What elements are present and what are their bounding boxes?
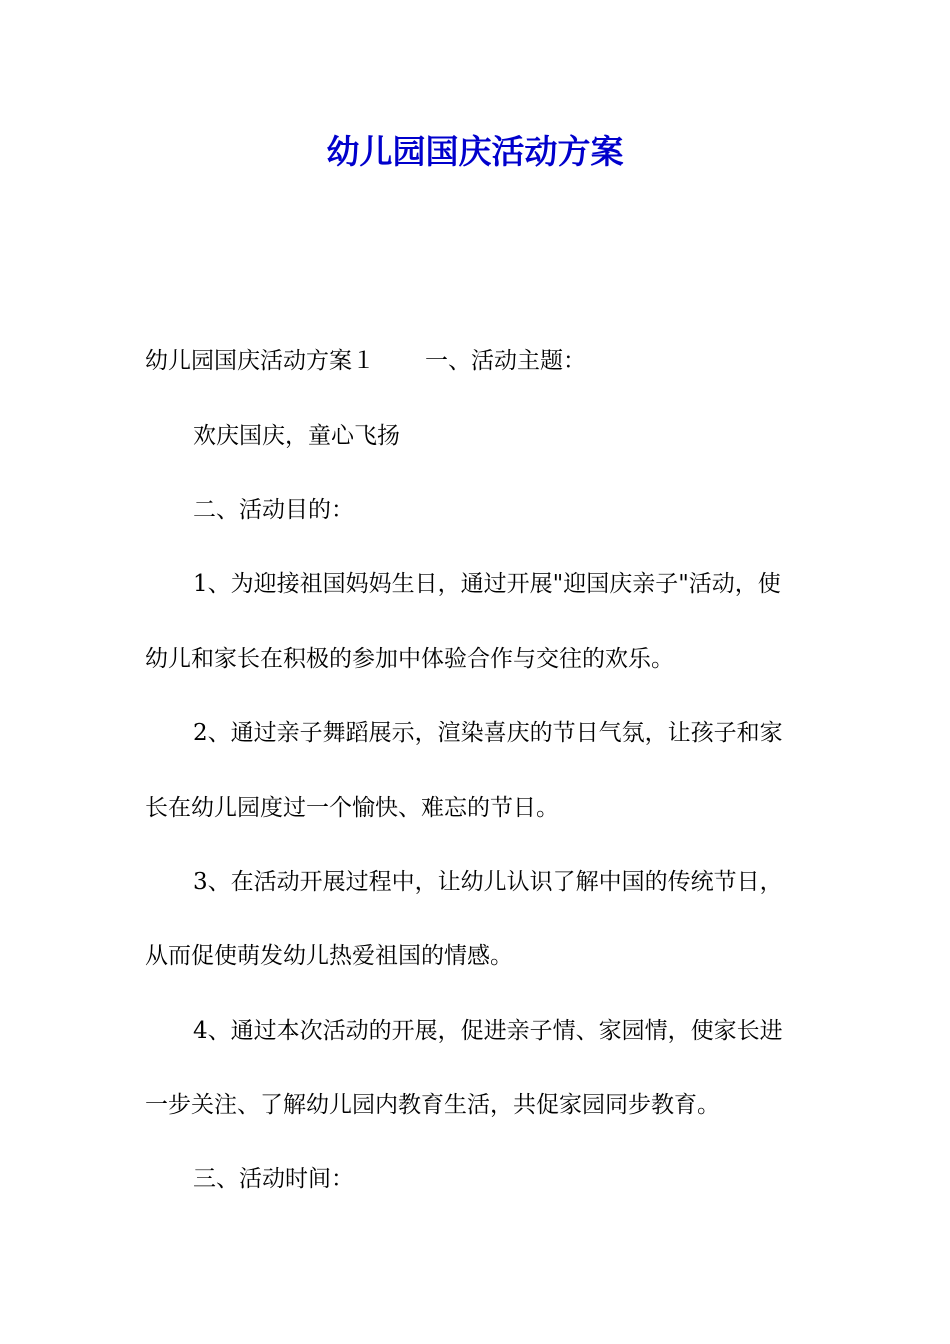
section2-heading: 二、活动目的： [193, 497, 354, 523]
document-title: 幼儿园国庆活动方案 [326, 132, 624, 171]
section3-heading: 三、活动时间： [193, 1166, 354, 1192]
goal3-line2: 从而促使萌发幼儿热爱祖国的情感。 [145, 943, 513, 969]
plan-heading: 幼儿园国庆活动方案１ [145, 348, 375, 374]
goal4-line1: 4、通过本次活动的开展，促进亲子情、家园情，使家长进 [193, 1018, 783, 1044]
goal2-line2: 长在幼儿园度过一个愉快、难忘的节日。 [145, 795, 559, 821]
goal2-line1: 2、通过亲子舞蹈展示，渲染喜庆的节日气氛，让孩子和家 [193, 720, 783, 746]
goal1-line2: 幼儿和家长在积极的参加中体验合作与交往的欢乐。 [145, 646, 674, 672]
goal1-line1: 1、为迎接祖国妈妈生日，通过开展"迎国庆亲子"活动，使 [193, 571, 781, 597]
goal4-line2: 一步关注、了解幼儿园内教育生活，共促家园同步教育。 [145, 1092, 720, 1118]
section1-heading: 一、活动主题： [425, 348, 586, 374]
theme-text: 欢庆国庆，童心飞扬 [193, 423, 400, 449]
plan-heading-line [145, 346, 586, 376]
goal3-line1: 3、在活动开展过程中，让幼儿认识了解中国的传统节日， [193, 869, 783, 895]
